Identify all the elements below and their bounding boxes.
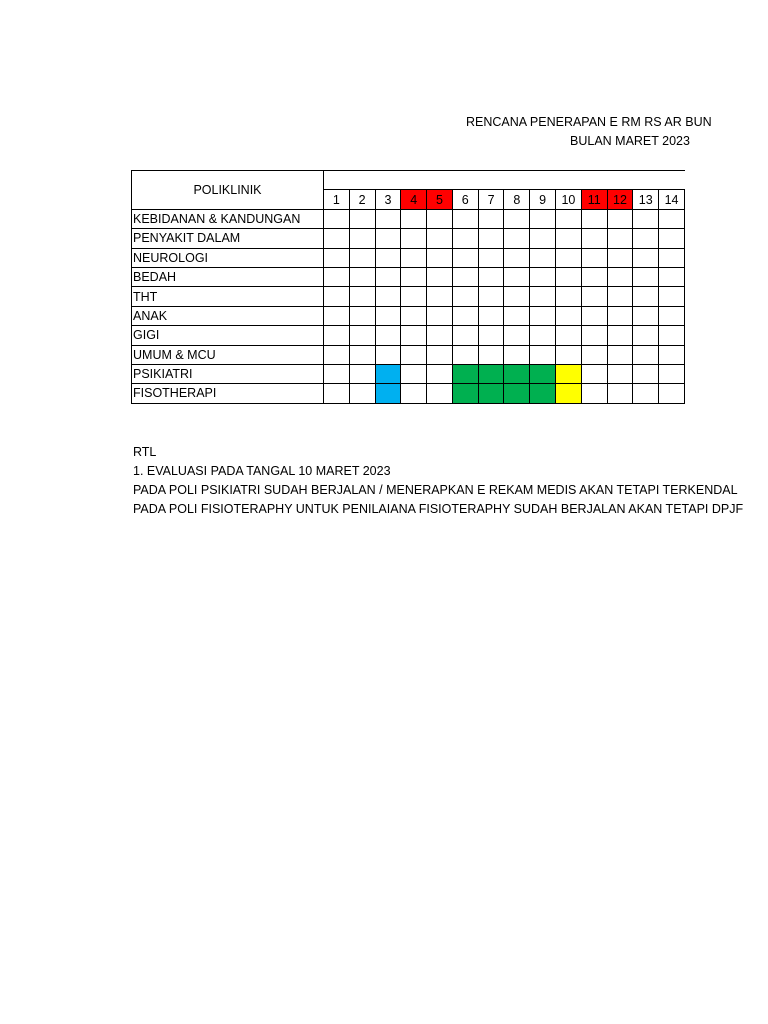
schedule-cell-day-3 [375, 306, 401, 325]
header-row-top [132, 171, 685, 190]
schedule-cell-day-5 [427, 384, 453, 403]
schedule-cell-day-9 [530, 384, 556, 403]
schedule-cell-day-7 [478, 248, 504, 267]
schedule-cell-day-7 [478, 229, 504, 248]
schedule-cell-day-12 [607, 384, 633, 403]
sheet-subtitle: BULAN MARET 2023 [570, 134, 690, 148]
table-row [132, 267, 685, 286]
schedule-cell-day-9 [530, 364, 556, 383]
schedule-cell-day-11 [581, 364, 607, 383]
schedule-cell-day-7 [478, 345, 504, 364]
schedule-cell-day-5 [427, 364, 453, 383]
schedule-cell-day-11 [581, 267, 607, 286]
schedule-cell-day-7 [478, 287, 504, 306]
day-header-13: 13 [633, 190, 659, 209]
schedule-cell-day-13 [633, 345, 659, 364]
schedule-table [131, 170, 685, 404]
schedule-cell-day-14 [659, 267, 685, 286]
schedule-cell-day-10 [556, 267, 582, 286]
schedule-cell-day-3 [375, 364, 401, 383]
schedule-cell-day-4 [401, 364, 427, 383]
poliklinik-name: THT [132, 287, 324, 306]
schedule-cell-day-7 [478, 364, 504, 383]
table-row [132, 364, 685, 383]
schedule-cell-day-13 [633, 306, 659, 325]
poliklinik-name: PSIKIATRI [132, 364, 324, 383]
schedule-cell-day-14 [659, 326, 685, 345]
day-header-2: 2 [349, 190, 375, 209]
table-row [132, 326, 685, 345]
schedule-cell-day-4 [401, 306, 427, 325]
poliklinik-name: NEUROLOGI [132, 248, 324, 267]
schedule-cell-day-9 [530, 345, 556, 364]
schedule-cell-day-1 [323, 384, 349, 403]
poliklinik-name: PENYAKIT DALAM [132, 229, 324, 248]
schedule-cell-day-9 [530, 306, 556, 325]
schedule-cell-day-14 [659, 248, 685, 267]
schedule-cell-day-12 [607, 209, 633, 228]
schedule-cell-day-1 [323, 326, 349, 345]
schedule-cell-day-12 [607, 287, 633, 306]
schedule-cell-day-12 [607, 248, 633, 267]
schedule-cell-day-11 [581, 229, 607, 248]
schedule-cell-day-2 [349, 209, 375, 228]
schedule-cell-day-5 [427, 306, 453, 325]
table-row [132, 248, 685, 267]
schedule-cell-day-2 [349, 229, 375, 248]
schedule-cell-day-11 [581, 306, 607, 325]
day-header-1: 1 [323, 190, 349, 209]
notes-line-2: PADA POLI PSIKIATRI SUDAH BERJALAN / MENERAPKAN E REKAM MEDIS AKAN TETAPI TERKENDAL [133, 483, 738, 497]
schedule-cell-day-5 [427, 248, 453, 267]
schedule-cell-day-2 [349, 384, 375, 403]
schedule-cell-day-9 [530, 248, 556, 267]
schedule-cell-day-8 [504, 209, 530, 228]
schedule-cell-day-1 [323, 209, 349, 228]
schedule-cell-day-8 [504, 267, 530, 286]
schedule-cell-day-1 [323, 345, 349, 364]
day-header-8: 8 [504, 190, 530, 209]
schedule-cell-day-4 [401, 345, 427, 364]
schedule-cell-day-3 [375, 287, 401, 306]
schedule-cell-day-2 [349, 287, 375, 306]
schedule-cell-day-13 [633, 267, 659, 286]
schedule-cell-day-5 [427, 229, 453, 248]
schedule-cell-day-10 [556, 326, 582, 345]
schedule-cell-day-14 [659, 384, 685, 403]
schedule-cell-day-8 [504, 248, 530, 267]
schedule-cell-day-2 [349, 267, 375, 286]
day-header-4: 4 [401, 190, 427, 209]
poliklinik-name: UMUM & MCU [132, 345, 324, 364]
date-group-header [323, 171, 684, 190]
schedule-cell-day-9 [530, 209, 556, 228]
schedule-cell-day-10 [556, 345, 582, 364]
schedule-body [132, 171, 685, 404]
schedule-cell-day-12 [607, 229, 633, 248]
schedule-cell-day-4 [401, 384, 427, 403]
schedule-cell-day-8 [504, 306, 530, 325]
day-header-3: 3 [375, 190, 401, 209]
schedule-cell-day-4 [401, 248, 427, 267]
schedule-cell-day-13 [633, 209, 659, 228]
table-row [132, 287, 685, 306]
schedule-cell-day-1 [323, 364, 349, 383]
schedule-cell-day-6 [452, 364, 478, 383]
schedule-cell-day-14 [659, 209, 685, 228]
schedule-cell-day-6 [452, 248, 478, 267]
schedule-cell-day-5 [427, 209, 453, 228]
schedule-cell-day-5 [427, 345, 453, 364]
table-row [132, 306, 685, 325]
schedule-cell-day-1 [323, 287, 349, 306]
table-row [132, 345, 685, 364]
schedule-cell-day-3 [375, 384, 401, 403]
schedule-cell-day-2 [349, 306, 375, 325]
schedule-cell-day-11 [581, 287, 607, 306]
schedule-cell-day-14 [659, 364, 685, 383]
schedule-cell-day-14 [659, 345, 685, 364]
schedule-cell-day-14 [659, 287, 685, 306]
schedule-cell-day-10 [556, 364, 582, 383]
schedule-cell-day-12 [607, 345, 633, 364]
schedule-cell-day-7 [478, 326, 504, 345]
schedule-cell-day-13 [633, 248, 659, 267]
schedule-cell-day-1 [323, 229, 349, 248]
poliklinik-name: FISOTHERAPI [132, 384, 324, 403]
schedule-cell-day-8 [504, 345, 530, 364]
sheet-title: RENCANA PENERAPAN E RM RS AR BUN [466, 115, 712, 129]
day-header-14: 14 [659, 190, 685, 209]
schedule-cell-day-9 [530, 326, 556, 345]
schedule-cell-day-2 [349, 364, 375, 383]
schedule-cell-day-11 [581, 248, 607, 267]
schedule-cell-day-4 [401, 209, 427, 228]
schedule-cell-day-12 [607, 364, 633, 383]
table-row [132, 384, 685, 403]
schedule-cell-day-4 [401, 326, 427, 345]
schedule-cell-day-3 [375, 345, 401, 364]
poliklinik-name: KEBIDANAN & KANDUNGAN [132, 209, 324, 228]
schedule-cell-day-13 [633, 326, 659, 345]
notes-line-3: PADA POLI FISIOTERAPHY UNTUK PENILAIANA FISIOTERAPHY SUDAH BERJALAN AKAN TETAPI DPJF [133, 502, 744, 516]
schedule-cell-day-13 [633, 364, 659, 383]
schedule-cell-day-1 [323, 306, 349, 325]
table-row [132, 209, 685, 228]
schedule-cell-day-9 [530, 287, 556, 306]
schedule-cell-day-12 [607, 326, 633, 345]
schedule-cell-day-5 [427, 287, 453, 306]
schedule-cell-day-3 [375, 248, 401, 267]
poliklinik-name: ANAK [132, 306, 324, 325]
notes-section [133, 443, 743, 519]
schedule-cell-day-10 [556, 209, 582, 228]
schedule-cell-day-8 [504, 384, 530, 403]
schedule-cell-day-8 [504, 364, 530, 383]
schedule-cell-day-10 [556, 287, 582, 306]
schedule-cell-day-11 [581, 209, 607, 228]
schedule-cell-day-6 [452, 229, 478, 248]
poliklinik-name: BEDAH [132, 267, 324, 286]
schedule-cell-day-4 [401, 287, 427, 306]
schedule-cell-day-1 [323, 248, 349, 267]
schedule-cell-day-8 [504, 287, 530, 306]
schedule-cell-day-7 [478, 384, 504, 403]
schedule-cell-day-14 [659, 306, 685, 325]
schedule-cell-day-10 [556, 384, 582, 403]
schedule-cell-day-10 [556, 229, 582, 248]
schedule-cell-day-14 [659, 229, 685, 248]
schedule-cell-day-9 [530, 267, 556, 286]
schedule-cell-day-3 [375, 326, 401, 345]
schedule-cell-day-10 [556, 248, 582, 267]
schedule-cell-day-6 [452, 345, 478, 364]
schedule-cell-day-3 [375, 267, 401, 286]
schedule-cell-day-6 [452, 384, 478, 403]
day-header-6: 6 [452, 190, 478, 209]
schedule-cell-day-4 [401, 267, 427, 286]
poliklinik-header: POLIKLINIK [132, 171, 324, 210]
schedule-cell-day-3 [375, 229, 401, 248]
poliklinik-name: GIGI [132, 326, 324, 345]
schedule-cell-day-2 [349, 248, 375, 267]
schedule-cell-day-8 [504, 326, 530, 345]
schedule-cell-day-13 [633, 287, 659, 306]
schedule-cell-day-11 [581, 345, 607, 364]
schedule-cell-day-6 [452, 267, 478, 286]
schedule-cell-day-7 [478, 306, 504, 325]
schedule-cell-day-3 [375, 209, 401, 228]
notes-heading: RTL [133, 445, 157, 459]
schedule-cell-day-7 [478, 209, 504, 228]
schedule-cell-day-12 [607, 306, 633, 325]
table-row [132, 229, 685, 248]
schedule-cell-day-11 [581, 384, 607, 403]
day-header-12: 12 [607, 190, 633, 209]
schedule-cell-day-13 [633, 229, 659, 248]
schedule-cell-day-12 [607, 267, 633, 286]
schedule-cell-day-6 [452, 209, 478, 228]
notes-line-1: 1. EVALUASI PADA TANGAL 10 MARET 2023 [133, 464, 391, 478]
schedule-cell-day-6 [452, 306, 478, 325]
day-header-11: 11 [581, 190, 607, 209]
schedule-cell-day-5 [427, 326, 453, 345]
schedule-cell-day-11 [581, 326, 607, 345]
schedule-cell-day-8 [504, 229, 530, 248]
schedule-cell-day-5 [427, 267, 453, 286]
schedule-cell-day-10 [556, 306, 582, 325]
schedule-cell-day-7 [478, 267, 504, 286]
day-header-5: 5 [427, 190, 453, 209]
schedule-cell-day-4 [401, 229, 427, 248]
day-header-9: 9 [530, 190, 556, 209]
schedule-cell-day-13 [633, 384, 659, 403]
day-header-7: 7 [478, 190, 504, 209]
schedule-cell-day-9 [530, 229, 556, 248]
schedule-cell-day-2 [349, 345, 375, 364]
schedule-cell-day-6 [452, 287, 478, 306]
schedule-cell-day-2 [349, 326, 375, 345]
schedule-cell-day-6 [452, 326, 478, 345]
day-header-10: 10 [556, 190, 582, 209]
schedule-cell-day-1 [323, 267, 349, 286]
